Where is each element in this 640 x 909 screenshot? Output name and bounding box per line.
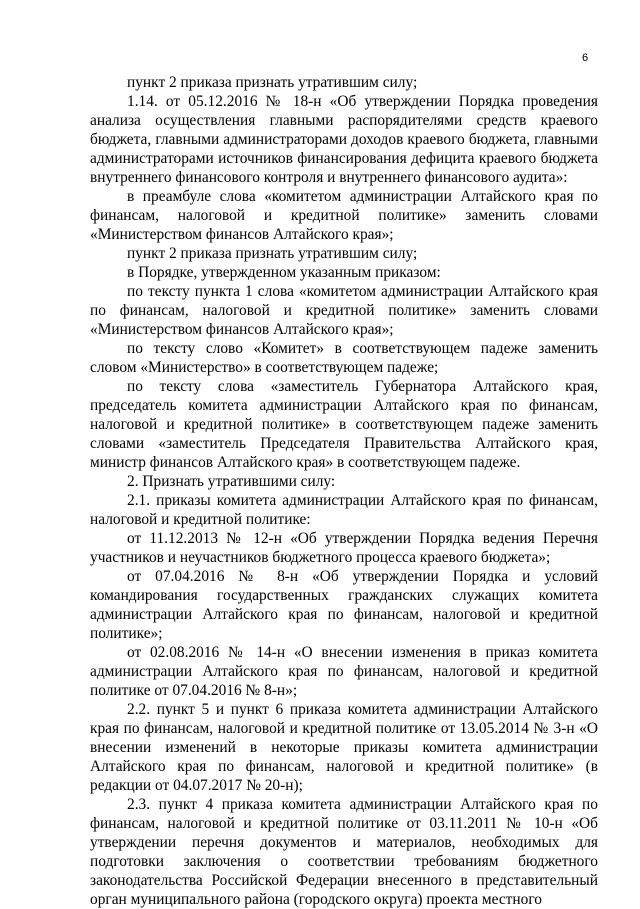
page-number: 6 xyxy=(582,52,589,64)
paragraph: в Порядке, утвержденном указанным приказом: xyxy=(127,264,441,281)
paragraph: по тексту пункта 1 слова «комитетом администрации Алтайского края по финансам, налоговой и кредитной политике» заменить словами «Министерством финансов Алтайского края»; xyxy=(90,283,598,338)
paragraph: в преамбуле слова «комитетом администрации Алтайского края по финансам, налоговой и кредитной политике» заменить словами «Министерством финансов Алтайского края»; xyxy=(90,188,598,243)
paragraph: по тексту слово «Комитет» в соответствующем падеже заменить словом «Министерство» в соответствующем падеже; xyxy=(90,340,598,376)
paragraph: пункт 2 приказа признать утратившим силу; xyxy=(127,74,418,91)
paragraph: от 11.12.2013 № 12-н «Об утверждении Порядка ведения Перечня участников и неучастников бюджетного процесса краевого бюджета»; xyxy=(90,530,598,566)
paragraph: 2.1. приказы комитета администрации Алтайского края по финансам, налоговой и кредитной политике: xyxy=(90,492,598,528)
paragraph: от 02.08.2016 № 14-н «О внесении изменения в приказ комитета администрации Алтайского края по финансам, налоговой и кредитной политике от 07.04.2016 № 8-н»; xyxy=(90,644,598,699)
paragraph: 2.2. пункт 5 и пункт 6 приказа комитета администрации Алтайского края по финансам, налоговой и кредитной политике от 13.05.2014 № 3-н «О внесении изменений в некоторые приказы комитета администрации Алтайского края по финансам, налоговой и кредитной политике» (в редакции от 04.07.2017 № 20-н); xyxy=(90,701,598,794)
paragraph: 2.3. пункт 4 приказа комитета администрации Алтайского края по финансам, налоговой и кредитной политике от 03.11.2011 № 10-н «Об утверждении перечня документов и материалов, необходимых для подготовки заключения о соответствии требованиям бюджетного законодательства Российской Федерации внесенного в представительный орган муниципального района (городского округа) проекта местного xyxy=(90,796,598,908)
paragraph: 2. Признать утратившими силу: xyxy=(127,473,336,490)
paragraph: 1.14. от 05.12.2016 № 18-н «Об утверждении Порядка проведения анализа осуществления главными распорядителями средств краевого бюджета, главными администраторами доходов краевого бюджета, главными администраторами источников финансирования дефицита краевого бюджета внутреннего финансового контроля и внутреннего финансового аудита»: xyxy=(90,93,598,186)
paragraph: от 07.04.2016 № 8-н «Об утверждении Порядка и условий командирования государственных гражданских служащих комитета администрации Алтайского края по финансам, налоговой и кредитной политике»; xyxy=(90,568,598,642)
paragraph: пункт 2 приказа признать утратившим силу; xyxy=(127,245,418,262)
document-body xyxy=(90,73,598,909)
paragraph: по тексту слова «заместитель Губернатора Алтайского края, председатель комитета администрации Алтайского края по финансам, налоговой и кредитной политике» в соответствующем падеже заменить словами «заместитель Председателя Правительства Алтайского края, министр финансов Алтайского края» в соответствующем падеже. xyxy=(90,378,598,471)
